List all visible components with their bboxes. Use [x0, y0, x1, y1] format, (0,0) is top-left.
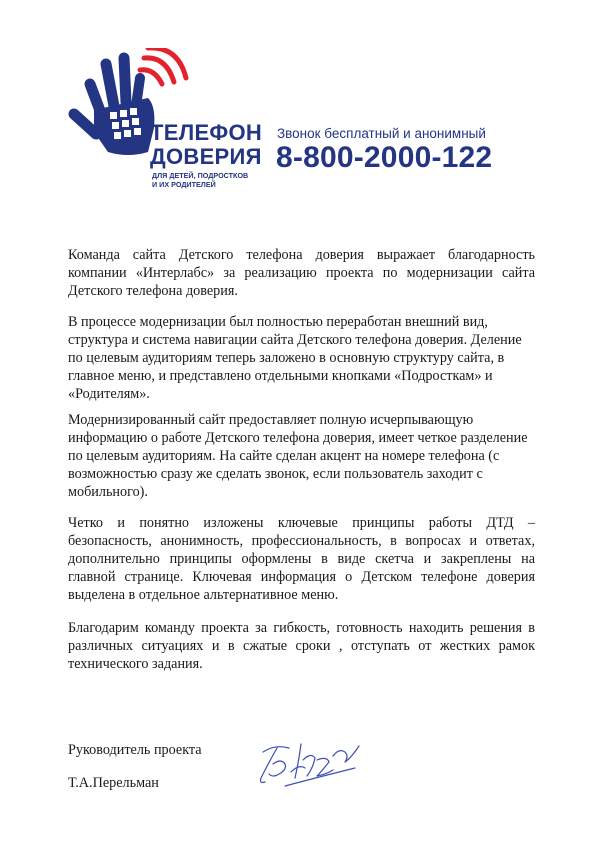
logo-subtitle-line1: ДЛЯ ДЕТЕЙ, ПОДРОСТКОВ: [152, 171, 249, 180]
phone-number[interactable]: 8-800-2000-122: [276, 141, 493, 174]
letter-body: [68, 246, 535, 685]
signatory-title: Руководитель проекта: [68, 742, 202, 758]
logo-title-line1: ТЕЛЕФОН: [150, 120, 263, 145]
handwritten-signature-icon: [255, 738, 365, 790]
tagline: Звонок бесплатный и анонимный: [277, 126, 486, 141]
logo-title-line2: ДОВЕРИЯ: [150, 144, 262, 169]
logo-subtitle-line2: И ИХ РОДИТЕЛЕЙ: [152, 180, 216, 189]
letterhead: [0, 0, 600, 210]
paragraph-4: Четко и понятно изложены ключевые принципы работы ДТД – безопасность, анонимность, профессиональность, в вопросах и ответах, дополнительно принципы оформлены в виде скетча и закреплены на главной странице. Ключевая информация о Детском телефоне доверия выделена в отдельное альтернативное меню.: [68, 514, 535, 604]
helpline-logo: [68, 48, 268, 198]
paragraph-1: Команда сайта Детского телефона доверия выражает благодарность компании «Интерлабс» за реализацию проекта по модернизации сайта Детского телефона доверия.: [68, 247, 535, 300]
paragraph-3: Модернизированный сайт предоставляет полную исчерпывающую информацию о работе Детского телефона доверия, имеет четкое разделение по целевым аудиториям. На сайте сделан акцент на номере телефона (с возможностью сразу же сделать звонок, если пользователь заходит с мобильного).: [68, 411, 528, 501]
signatory-name: Т.А.Перельман: [68, 775, 159, 791]
paragraph-2: В процессе модернизации был полностью переработан внешний вид, структура и система навигации сайта Детского телефона доверия. Деление по целевым аудиториям теперь заложено в основную структуру сайта, в главное меню, и представлено отдельными кнопками «Подросткам» и «Родителям».: [68, 313, 522, 403]
paragraph-5: Благодарим команду проекта за гибкость, готовность находить решения в различных ситуациях и в сжатые сроки , отступать от жестких рамок технического задания.: [68, 619, 535, 673]
